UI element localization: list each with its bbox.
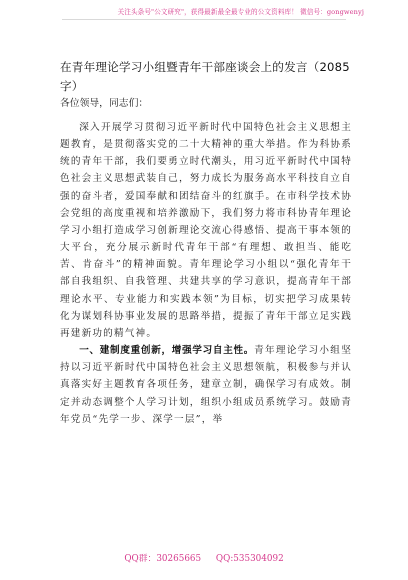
section-paragraph [60, 342, 352, 428]
header-divider [62, 19, 346, 20]
greeting: 各位领导，同志们： [60, 98, 149, 109]
footer [0, 551, 408, 564]
document-body [60, 119, 352, 428]
section-text: 青年理论学习小组坚持以习近平新时代中国特色社会主义思想领航，积极参与并认真落实好主题教育各项任务，建章立制，确保学习有成效。制定并动态调整个人学习计划，组织小组成员系统学习。鼓励青年党员“先学一步、深学一层”，举 [60, 345, 352, 425]
section-heading: 一、建制度重创新，增强学习自主性。 [79, 345, 255, 357]
header-banner: 关注头条号"公文研究"，获得最新最全最专业的公文资料库！ 微信号：gongwenyj [117, 8, 364, 16]
footer-qq-group: QQ群：30265665 [124, 554, 202, 564]
footer-qq: QQ:535304092 [215, 554, 284, 564]
document-title: 在青年理论学习小组暨青年干部座谈会上的发言（2085字） [60, 60, 350, 93]
paragraph: 深入开展学习贯彻习近平新时代中国特色社会主义思想主题教育，是贯彻落实党的二十大精神的重大举措。作为科协系统的青年干部，我们要勇立时代潮头，用习近平新时代中国特色社会主义思想武装自己，努力成长为服务高水平科技自立自强的奋斗者，爱国奉献和团结奋斗的红旗手。在市科学技术协会党组的高度重视和培养激励下，我们努力将市科协青年理论学习小组打造成学习创新理论交流心得感悟、提高干事本领的大平台，充分展示新时代青年干部“有理想、敢担当、能吃苦、肯奋斗”的精神面貌。青年理论学习小组以“强化青年干部自我组织、自我管理、共建共享的学习意识，提高青年干部理论水平、专业能力和实践本领”为目标，切实把学习成果转化为谋划科协事业发展的思路举措，提振了青年干部立足实践再建新功的精气神。 [60, 122, 352, 339]
